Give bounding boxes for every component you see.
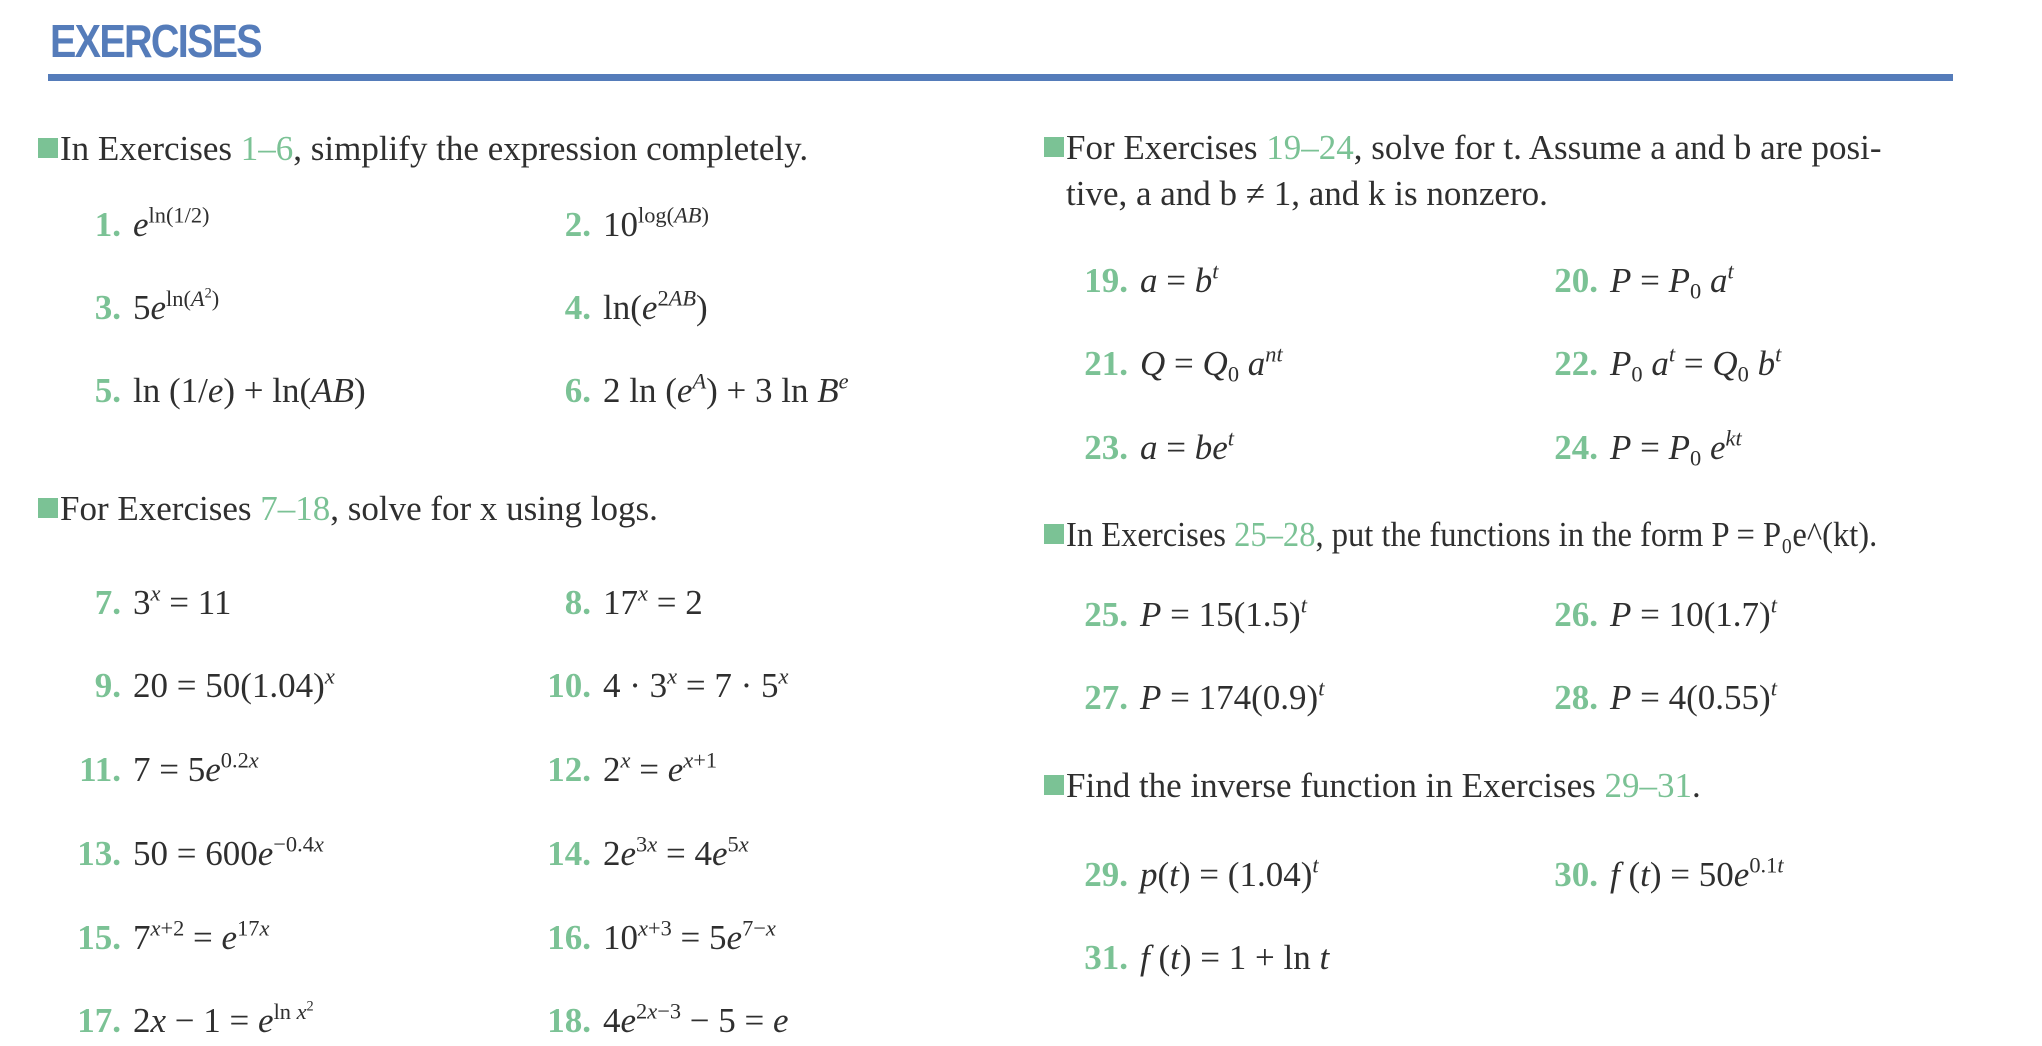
exercise-30: 30. f $(t) = 50e^{0.1t}$ bbox=[1554, 852, 1784, 894]
section-header-29-31: Find the inverse function in Exercises 29–31. bbox=[1066, 763, 1701, 809]
page-title: EXERCISES bbox=[50, 15, 261, 67]
exercise-1: 1. $e^{ln(1/2)}$ bbox=[94, 202, 210, 244]
section-header-7-18: For Exercises 7–18, solve for x using logs. bbox=[60, 486, 658, 532]
exercise-16: 16. $10^{x+3} = 5e^{7-x}$ bbox=[547, 915, 776, 957]
exercise-23: 23. $a = be^t$ bbox=[1084, 425, 1235, 467]
exercise-31: 31. f (t) = 1 + ln t bbox=[1084, 938, 1330, 977]
exercise-17: 17. $2x - 1 = e^{ln x^2}$ bbox=[77, 997, 314, 1040]
exercise-18: 18. $4e^{2x-3} - 5 = e$ bbox=[547, 998, 789, 1040]
exercise-range-link[interactable]: 25–28 bbox=[1234, 515, 1316, 554]
exercise-range-link[interactable]: 19–24 bbox=[1266, 128, 1354, 167]
exercise-24: 24. $P = P_0$ $e^{kt}$ bbox=[1554, 425, 1742, 471]
section-header-19-24: For Exercises 19–24, solve for t. Assume a and b are posi- tive, a and b ≠ 1, and k is nonzero. bbox=[1066, 125, 1882, 217]
section-bullet-icon bbox=[38, 138, 58, 158]
exercise-2: 2. $10^{log(AB)}$ bbox=[564, 202, 709, 244]
exercise-4: 4. $\ln(e^{2AB})$ bbox=[564, 285, 708, 327]
exercise-range-link[interactable]: 7–18 bbox=[260, 489, 331, 528]
exercise-8: 8. $17^x = 2$ bbox=[564, 580, 703, 622]
exercise-14: 14. $2e^{3x} = 4e^{5x}$ bbox=[547, 831, 749, 873]
section-bullet-icon bbox=[1044, 775, 1064, 795]
exercise-19: 19. $a = b^t$ bbox=[1084, 258, 1219, 300]
exercise-29: 29. $p(t) = (1.04)^t$ bbox=[1084, 852, 1319, 894]
exercise-5: 5. ln (1/e) + ln(AB) bbox=[94, 371, 366, 410]
exercise-3: 3. $5e^{ln(A^2)}$ bbox=[94, 284, 220, 327]
exercise-13: 13. $50 = 600e^{-0.4x}$ bbox=[77, 831, 324, 873]
section-bullet-icon bbox=[1044, 524, 1064, 544]
section-bullet-icon bbox=[1044, 137, 1064, 157]
exercise-range-link[interactable]: 1–6 bbox=[240, 129, 294, 168]
exercise-28: 28. $P = 4(0.55)^t$ bbox=[1554, 675, 1777, 717]
exercise-26: 26. $P = 10(1.7)^t$ bbox=[1554, 592, 1777, 634]
exercise-7: 7. $3^x = 11$ bbox=[94, 580, 232, 622]
exercise-15: 15. $7^{x+2} = e^{17x}$ bbox=[77, 915, 270, 957]
exercise-25: 25. $P = 15(1.5)^t$ bbox=[1084, 592, 1307, 634]
section-header-25-28: In Exercises 25–28, put the functions in the form P = P₀e^(kt). bbox=[1066, 512, 1938, 558]
exercise-10: 10. $4 \cdot 3^x = 7 \cdot 5^x$ bbox=[547, 663, 789, 705]
section-bullet-icon bbox=[38, 498, 58, 518]
section-header-1-6: In Exercises 1–6, simplify the expression completely. bbox=[60, 126, 808, 172]
exercise-11: 11. $7 = 5e^{0.2x}$ bbox=[79, 747, 259, 789]
exercise-22: 22. $P_0$ $a^t = Q_0$ $b^t$ bbox=[1554, 341, 1782, 387]
title-rule bbox=[48, 74, 1953, 81]
exercise-12: 12. $2^x = e^{x+1}$ bbox=[547, 747, 718, 789]
exercise-6: 6. 2 $\ln (e^A) + 3$ $\ln B^e$ bbox=[564, 368, 849, 410]
exercise-27: 27. $P = 174(0.9)^t$ bbox=[1084, 675, 1325, 717]
exercise-range-link[interactable]: 29–31 bbox=[1604, 766, 1692, 805]
exercise-9: 9. $20 = 50(1.04)^x$ bbox=[94, 663, 335, 705]
exercise-20: 20. $P = P_0$ $a^t$ bbox=[1554, 258, 1734, 304]
exercise-21: 21. $Q = Q_0$ $a^{nt}$ bbox=[1084, 341, 1283, 387]
